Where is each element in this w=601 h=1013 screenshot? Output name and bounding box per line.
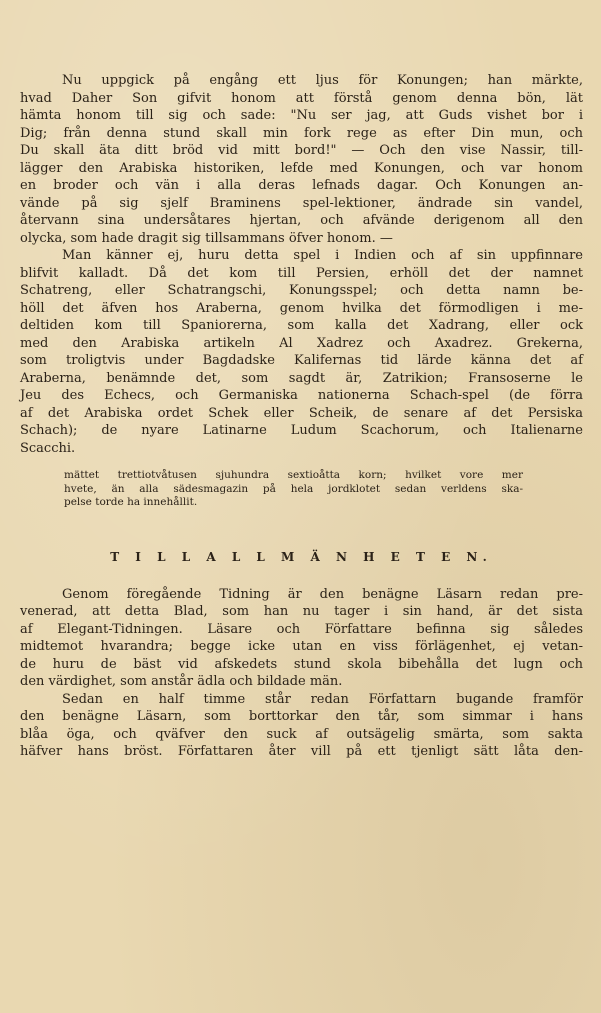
text-line: den värdighet, som anstår ädla och bildade män. [20, 674, 343, 689]
text-line: höll det äfven hos Araberna, genom hvilka det förmodligen i me- [20, 300, 583, 316]
text-line: Man känner ej, huru detta spel i Indien och af sin uppfinnare [62, 248, 583, 263]
section-heading-text: T I L L A L L M Ä N H E T E N. [110, 549, 493, 564]
article-2-body [20, 586, 583, 761]
text-line: hvad Daher Son gifvit honom att förstå genom denna bön, lät [20, 90, 583, 106]
footnote-line: pelse torde ha innehållit. [64, 496, 198, 508]
text-line: Du skall äta ditt bröd vid mitt bord!" — Och den vise Nassir, till- [20, 143, 583, 158]
text-line: Dig; från denna stund skall min fork rege as efter Din mun, och [20, 125, 583, 141]
text-line: återvann sina undersåtares hjertan, och afvände derigenom all den [20, 213, 583, 228]
text-line: lägger den Arabiska historiken, lefde med Konungen, och var honom [20, 160, 583, 176]
text-line: hämta honom till sig och sade: "Nu ser jag, att Guds vishet bor i [20, 108, 583, 123]
text-line: af Elegant-Tidningen. Läsare och Författare befinna sig således [20, 621, 583, 637]
text-line: Schatreng, eller Schatrangschi, Konungsspel; och detta namn be- [20, 283, 583, 298]
text-line: deltiden kom till Spaniorerna, som kalla det Xadrang, eller ock [20, 318, 583, 333]
text-line: de huru de bäst vid afskedets stund skola bibehålla det lugn och [20, 656, 583, 672]
section-heading [20, 550, 583, 564]
text-line: venerad, att detta Blad, som han nu tager i sin hand, är det sista [20, 604, 583, 619]
text-line: blifvit kalladt. Då det kom till Persien, erhöll det der namnet [20, 265, 583, 281]
footnote [20, 469, 583, 510]
text-line: af det Arabiska ordet Schek eller Scheik, de senare af det Persiska [20, 405, 583, 421]
text-line: Genom föregående Tidning är den benägne Läsarn redan pre- [62, 586, 583, 602]
text-line: med den Arabiska artikeln Al Xadrez och Axadrez. Grekerna, [20, 335, 583, 351]
text-line: olycka, som hade dragit sig tillsammans öfver honom. — [20, 230, 393, 246]
article-paragraph-1 [20, 72, 583, 247]
text-line: den benägne Läsarn, som borttorkar den tår, som simmar i hans [20, 709, 583, 724]
footnote-line: hvete, än alla sädesmagazin på hela jordklotet sedan verldens ska- [64, 482, 523, 495]
text-line: Scacchi. [20, 440, 76, 456]
text-line: Schach); de nyare Latinarne Ludum Scachorum, och Italienarne [20, 423, 583, 438]
text-line: Jeu des Echecs, och Germaniska nationerna Schach-spel (de förra [20, 388, 583, 403]
text-line: Sedan en half timme står redan Författarn bugande framför [62, 691, 583, 707]
text-line: Araberna, benämnde det, som sagdt är, Zatrikion; Fransoserne le [20, 370, 583, 386]
article-paragraph-2 [20, 247, 583, 457]
text-line: häfver hans bröst. Författaren åter vill på ett tjenligt sätt låta den- [20, 744, 583, 759]
footnote-line: mättet trettiotvåtusen sjuhundra sextioåtta korn; hvilket vore mer [64, 469, 523, 481]
text-line: Nu uppgick på engång ett ljus för Konungen; han märkte, [62, 73, 583, 88]
text-line: midtemot hvarandra; begge icke utan en viss förlägenhet, ej vetan- [20, 639, 583, 654]
text-line: en broder och vän i alla deras lefnads dagar. Och Konungen an- [20, 178, 583, 193]
text-line: blåa öga, och qväfver den suck af outsägelig smärta, som sakta [20, 726, 583, 742]
text-line: som troligtvis under Bagdadske Kalifernas tid lärde känna det af [20, 353, 583, 368]
text-line: vände på sig sjelf Braminens spel-lektioner, ändrade sin vandel, [20, 195, 583, 211]
